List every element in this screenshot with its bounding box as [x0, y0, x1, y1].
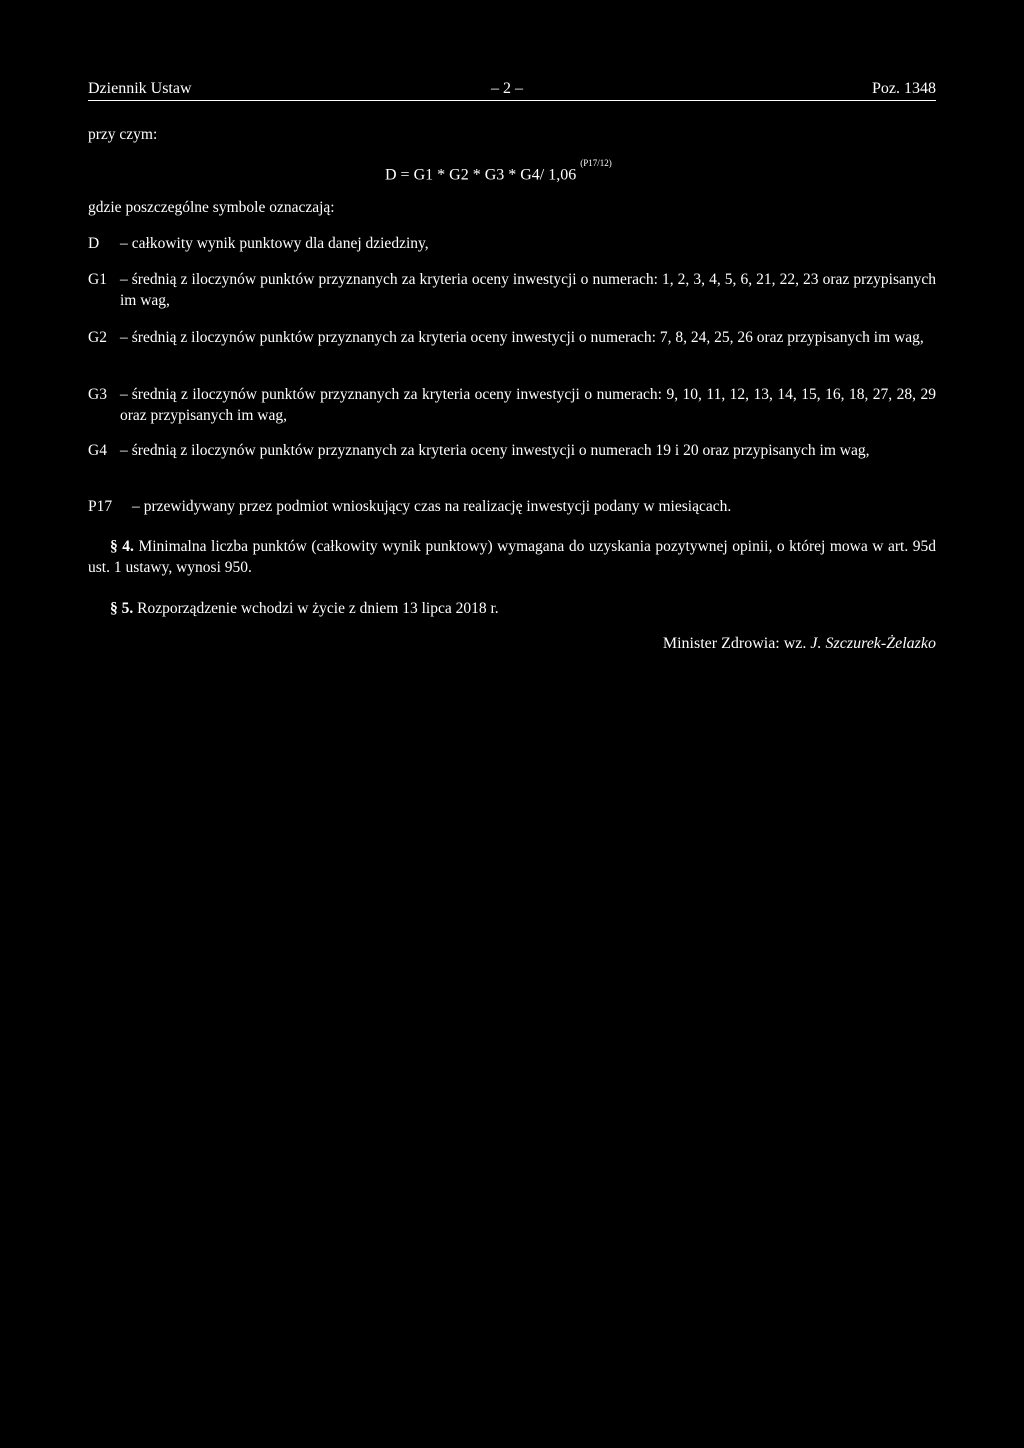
- definition-d: [88, 233, 936, 254]
- definition-symbol: G4: [88, 442, 107, 459]
- page-number: – 2 –: [491, 80, 523, 97]
- definition-dash: –: [132, 498, 140, 515]
- section-mark: § 4.: [110, 538, 134, 555]
- definition-g4: [88, 440, 936, 461]
- section-4: [88, 536, 936, 578]
- signature-name: J. Szczurek-Żelazko: [810, 635, 936, 652]
- definition-symbol: G2: [88, 329, 107, 346]
- definition-symbol: G3: [88, 386, 107, 403]
- signature-prefix: Minister Zdrowia: wz.: [662, 635, 811, 652]
- definition-text: całkowity wynik punktowy dla danej dziedziny,: [131, 235, 429, 252]
- formula: [385, 158, 612, 184]
- intro-text: przy czym:: [88, 126, 158, 143]
- definition-dash: –: [120, 235, 128, 252]
- journal-title: Dziennik Ustaw: [88, 80, 192, 97]
- definition-text: średnią z iloczynów punktów przyznanych za kryteria oceny inwestycji o numerach: 9, 10, 11, 12, 13, 14, 15, 16, 18, 27, 28, 29 oraz przypisanych im wag,: [120, 386, 936, 424]
- definition-text: średnią z iloczynów punktów przyznanych za kryteria oceny inwestycji o numerach 19 i 20 oraz przypisanych im wag,: [131, 442, 870, 459]
- definition-text: średnią z iloczynów punktów przyznanych za kryteria oceny inwestycji o numerach: 7, 8, 24, 25, 26 oraz przypisanych im wag,: [131, 329, 924, 346]
- definition-text: średnią z iloczynów punktów przyznanych za kryteria oceny inwestycji o numerach: 1, 2, 3, 4, 5, 6, 21, 22, 23 oraz przypisanych im wag,: [120, 271, 936, 309]
- document-page: [88, 78, 937, 652]
- formula-main: D = G1 * G2 * G3 * G4/ 1,06: [385, 166, 581, 184]
- definition-symbol: G1: [88, 271, 107, 288]
- section-text: Rozporządzenie wchodzi w życie z dniem 13 lipca 2018 r.: [137, 600, 499, 617]
- definition-dash: –: [120, 329, 128, 346]
- definition-dash: –: [120, 386, 128, 403]
- page-header: [88, 78, 936, 101]
- definition-p17: [88, 496, 936, 517]
- definition-g1: [88, 269, 936, 311]
- symbols-intro: gdzie poszczególne symbole oznaczają:: [88, 199, 335, 216]
- definition-symbol: D: [88, 235, 100, 252]
- formula-exponent: (P17/12): [580, 158, 612, 168]
- definition-dash: –: [120, 271, 128, 288]
- section-mark: § 5.: [110, 600, 134, 617]
- section-text: Minimalna liczba punktów (całkowity wynik punktowy) wymagana do uzyskania pozytywnej opinii, o której mowa w art. 95d ust. 1 ustawy, wynosi 950.: [88, 538, 937, 576]
- section-5: [88, 598, 936, 619]
- definition-symbol: P17: [88, 498, 113, 515]
- definition-g2: [88, 327, 936, 348]
- signature: [663, 635, 936, 653]
- position-number: Poz. 1348: [872, 80, 936, 97]
- definition-dash: –: [120, 442, 128, 459]
- definition-text: przewidywany przez podmiot wnioskujący czas na realizację inwestycji podany w miesiącach.: [143, 498, 732, 515]
- definition-g3: [88, 384, 936, 426]
